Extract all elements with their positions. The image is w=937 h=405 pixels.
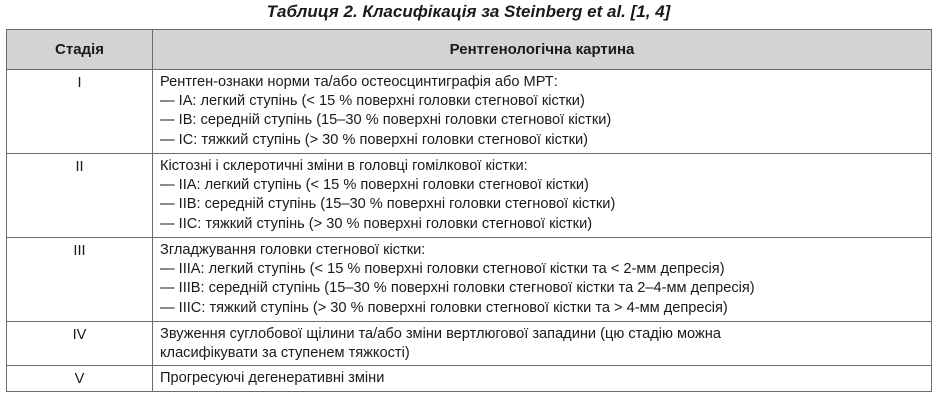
table-header-row [7,30,932,70]
table-row [7,238,932,322]
description-line: — IIIA: легкий ступінь (< 15 % поверхні головки стегнової кістки та < 2-мм депресія) [160,261,725,278]
stage-cell: II [7,154,153,238]
description-line: класифікувати за ступенем тяжкості) [160,345,410,362]
description-line: Кістозні і склеротичні зміни в головці гомілкової кістки: [160,158,528,174]
description-line: Рентген-ознаки норми та/або остеосцинтиграфія або МРТ: [160,74,558,90]
description-line: — IA: легкий ступінь (< 15 % поверхні головки стегнової кістки) [160,93,585,110]
stage-cell: V [7,366,153,391]
description-cell [153,70,932,154]
description-line: Звуження суглобової щілини та/або зміни вертлюгової западини (цю стадію можна [160,326,721,342]
stage-cell: I [7,70,153,154]
description-line: — IIA: легкий ступінь (< 15 % поверхні головки стегнової кістки) [160,177,589,194]
stage-cell: IV [7,322,153,366]
description-line: — IC: тяжкий ступінь (> 30 % поверхні головки стегнової кістки) [160,131,589,148]
description-cell [153,366,932,391]
description-line: Згладжування головки стегнової кістки: [160,242,426,258]
header-radiological-picture: Рентгенологічна картина [153,30,932,70]
table-row [7,366,932,391]
stage-cell: III [7,238,153,322]
header-stage: Стадія [7,30,153,70]
description-line: — IIIC: тяжкий ступінь (> 30 % поверхні головки стегнової кістки та > 4-мм депресія) [160,299,728,316]
steinberg-classification-table [6,29,932,392]
description-cell [153,154,932,238]
description-line: Прогресуючі дегенеративні зміни [160,370,385,387]
table-row [7,154,932,238]
description-line: — IIC: тяжкий ступінь (> 30 % поверхні головки стегнової кістки) [160,215,593,232]
description-line: — IIIB: середній ступінь (15–30 % поверхні головки стегнової кістки та 2–4-мм депресія) [160,280,755,297]
table-caption: Таблиця 2. Класифікація за Steinberg et al. [1, 4] [266,2,671,21]
table-row [7,322,932,366]
description-line: — IIB: середній ступінь (15–30 % поверхні головки стегнової кістки) [160,196,616,213]
table-row [7,70,932,154]
description-cell [153,322,932,366]
description-line: — IB: середній ступінь (15–30 % поверхні головки стегнової кістки) [160,112,612,129]
description-cell [153,238,932,322]
